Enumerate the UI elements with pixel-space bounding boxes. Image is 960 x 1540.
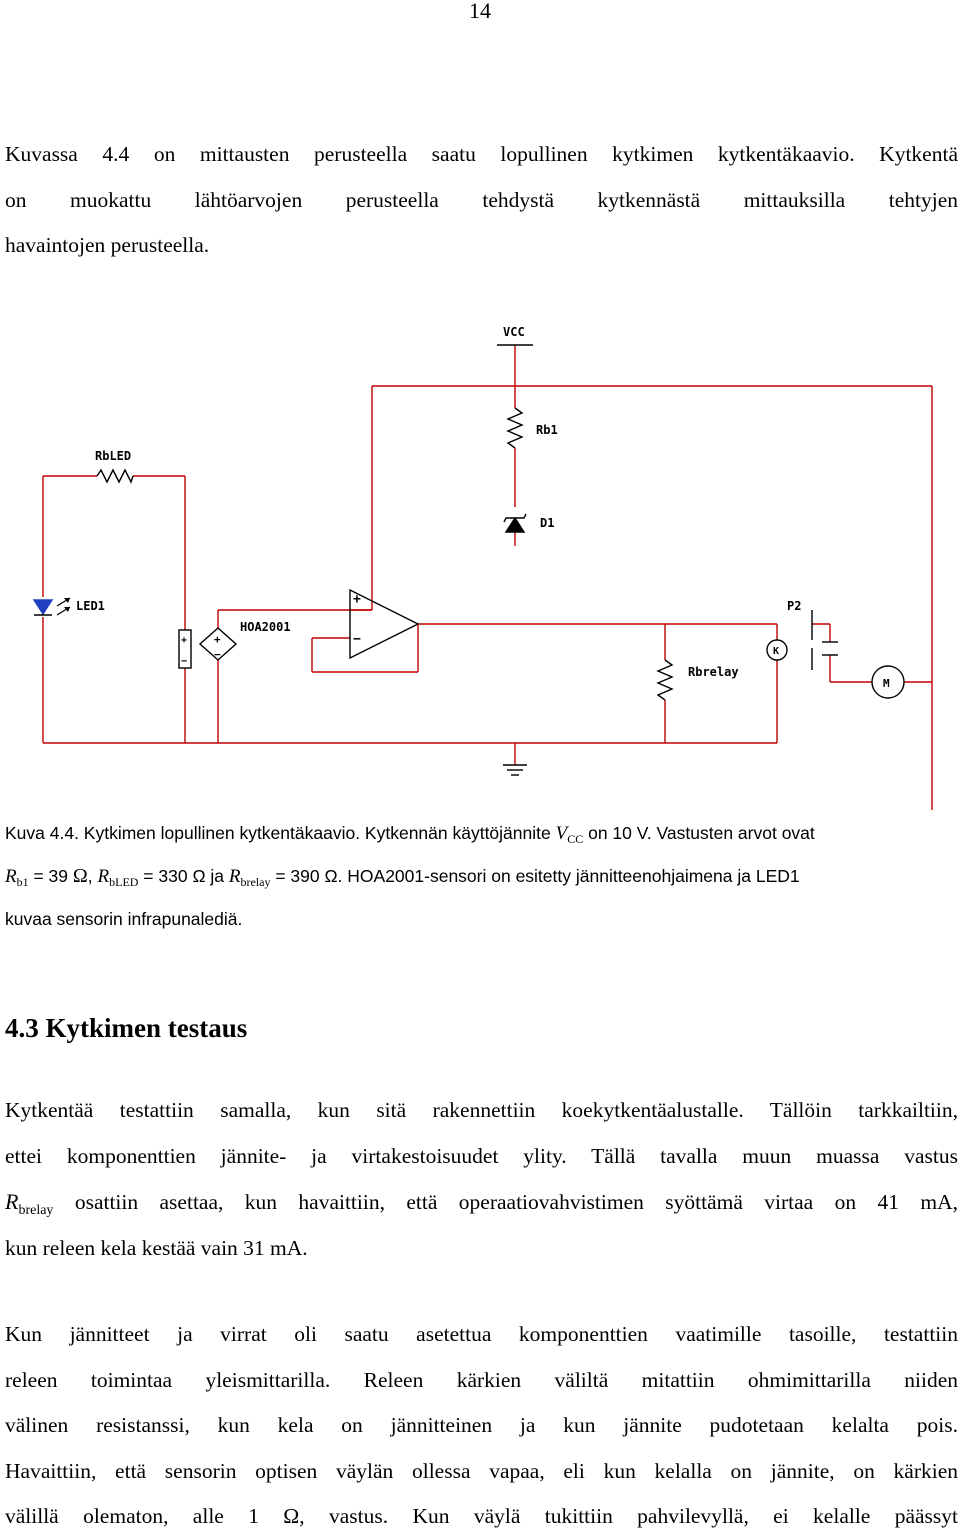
intro-line-2: on muokattu lähtöarvojen perusteella tehdystä kytkennästä mittauksilla tehtyjen <box>5 187 958 212</box>
para3-line-5: välillä olematon, alle 1 Ω, vastus. Kun väylä tukittiin pahvilevyllä, ei kelalle päässyt <box>5 1504 958 1528</box>
motor-m-label: M <box>883 677 890 690</box>
relay-k-label: K <box>773 646 780 657</box>
p2-label: P2 <box>787 599 802 613</box>
intro-paragraph <box>5 132 958 269</box>
para2-line-2: ettei komponenttien jännite- ja virtakestoisuudet ylity. Tällä tavalla muun muassa vastus <box>5 1143 958 1168</box>
rbled-label: RbLED <box>95 449 132 463</box>
block-minus: − <box>181 656 188 667</box>
intro-line-3: havaintojen perusteella. <box>5 233 210 257</box>
para2-line-3: $R_{brelay}$ osattiin asettaa, kun havaittiin, että operaatiovahvistimen syöttämä virtaa on 41 mA, <box>5 1189 958 1218</box>
para2-line-1: Kytkentää testattiin samalla, kun sitä rakennettiin koekytkentäalustalle. Tällöin tarkkailtiin, <box>5 1098 958 1122</box>
vcc-label: VCC <box>503 325 525 339</box>
rbrelay-label: Rbrelay <box>688 665 739 679</box>
led1-label: LED1 <box>76 599 105 613</box>
hoa2001-label: HOA2001 <box>240 620 291 634</box>
para3-line-2: releen toimintaa yleismittarilla. Releen kärkien väliltä mitattiin ohmimittarilla niiden <box>5 1367 958 1392</box>
para2-line-4: kun releen kela kestää vain 31 mA. <box>5 1235 308 1260</box>
testing-paragraph <box>5 1088 958 1271</box>
page-number: 14 <box>469 0 491 23</box>
intro-line-1: Kuvassa 4.4 on mittausten perusteella saatu lopullinen kytkimen kytkentäkaavio. Kytkentä <box>5 142 958 166</box>
caption-line-2: $R_{b1} = 39$ Ω, $R_{bLED} = 330$ Ω ja $R_{brelay} = 390$ Ω. HOA2001-sensori on esitetty jännitteenohjaimena ja LED1 <box>5 865 800 889</box>
rb1-label: Rb1 <box>536 423 558 437</box>
para3-line-3: välinen resistanssi, kun kela on jännitteinen ja kun jännite pudotetaan kelalta pois. <box>5 1413 958 1437</box>
block-plus: + <box>181 635 188 646</box>
para3-line-1: Kun jännitteet ja virrat oli saatu asetettua komponenttien vaatimille tasoille, testattiin <box>5 1322 958 1346</box>
section-heading: 4.3 Kytkimen testaus <box>5 1013 248 1043</box>
d1-label: D1 <box>540 516 555 530</box>
source-plus: + <box>214 633 221 646</box>
caption-line-1: Kuva 4.4. Kytkimen lopullinen kytkentäkaavio. Kytkennän käyttöjännite $V_{CC}$ on 10 V. Vastusten arvot ovat <box>5 823 815 846</box>
led1-symbol <box>34 598 70 615</box>
opamp-minus: − <box>353 632 361 647</box>
measurement-paragraph <box>5 1312 958 1540</box>
circuit-schematic <box>0 310 960 810</box>
para3-line-4: Havaittiin, että sensorin optisen väylän ollessa vapaa, eli kun kelalla on jännite, on kärkien <box>5 1458 958 1483</box>
opamp-plus: + <box>353 592 361 607</box>
caption-line-3: kuvaa sensorin infrapunalediä. <box>5 909 243 929</box>
figure-caption <box>5 812 958 941</box>
source-minus: − <box>214 648 221 661</box>
